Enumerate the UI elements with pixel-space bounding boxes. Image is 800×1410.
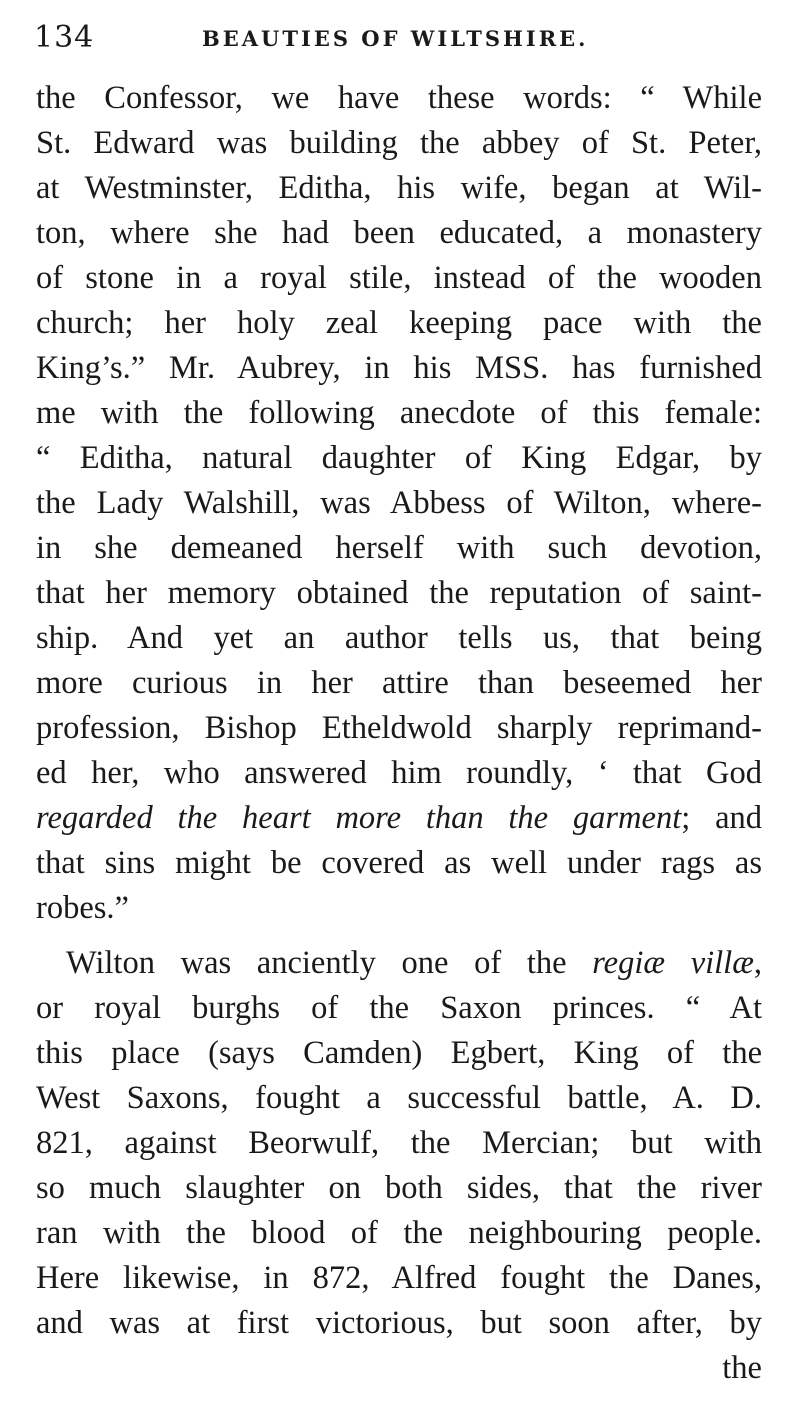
text-line: Here likewise, in 872, Alfred fought the Danes, [36,1260,762,1296]
text-line: ed her, who answered him roundly, ‘ that God [36,755,762,791]
text-line: “ Editha, natural daughter of King Edgar, by [36,440,762,476]
text-line: more curious in her attire than beseemed her [36,665,762,701]
paragraph-first-line [66,941,762,985]
text-line: of stone in a royal stile, instead of the wooden [36,260,762,296]
running-head [34,18,762,58]
text-line: St. Edward was building the abbey of St. Peter, [36,125,762,161]
text-line [36,796,762,840]
text-line: that sins might be covered as well under rags as [36,845,762,881]
italic-phrase: regarded the heart more than the garment [36,800,682,836]
text-line: ran with the blood of the neighbouring people. [36,1215,762,1251]
running-title: BEAUTIES OF WILTSHIRE. [202,26,589,51]
line-text: Wilton was anciently one of the [66,945,593,981]
page-number: 134 [34,20,95,55]
text-line: West Saxons, fought a successful battle, A. D. [36,1080,762,1116]
text-line: the Lady Walshill, was Abbess of Wilton, where- [36,485,762,521]
text-line: the Confessor, we have these words: “ While [36,80,762,116]
text-line: King’s.” Mr. Aubrey, in his MSS. has furnished [36,350,762,386]
line-text: , [753,945,763,981]
text-line: me with the following anecdote of this female: [36,395,762,431]
text-line: church; her holy zeal keeping pace with the [36,305,762,341]
text-line: so much slaughter on both sides, that the river [36,1170,762,1206]
text-line: that her memory obtained the reputation of saint- [36,575,762,611]
text-line: profession, Bishop Etheldwold sharply reprimand- [36,710,762,746]
catchword: the [722,1350,762,1386]
text-line: ton, where she had been educated, a monastery [36,215,762,251]
italic-phrase: regiæ villæ [592,945,754,981]
text-line: this place (says Camden) Egbert, King of the [36,1035,762,1071]
text-line: or royal burghs of the Saxon princes. “ At [36,990,762,1026]
text-line: in she demeaned herself with such devotion, [36,530,762,566]
text-line: ship. And yet an author tells us, that being [36,620,762,656]
text-line: 821, against Beorwulf, the Mercian; but with [36,1125,762,1161]
text-line: at Westminster, Editha, his wife, began at Wil- [36,170,762,206]
line-text: ; and [681,800,762,836]
paragraph-end-line: robes.” [36,890,129,926]
text-line: and was at first victorious, but soon after, by [36,1305,762,1341]
